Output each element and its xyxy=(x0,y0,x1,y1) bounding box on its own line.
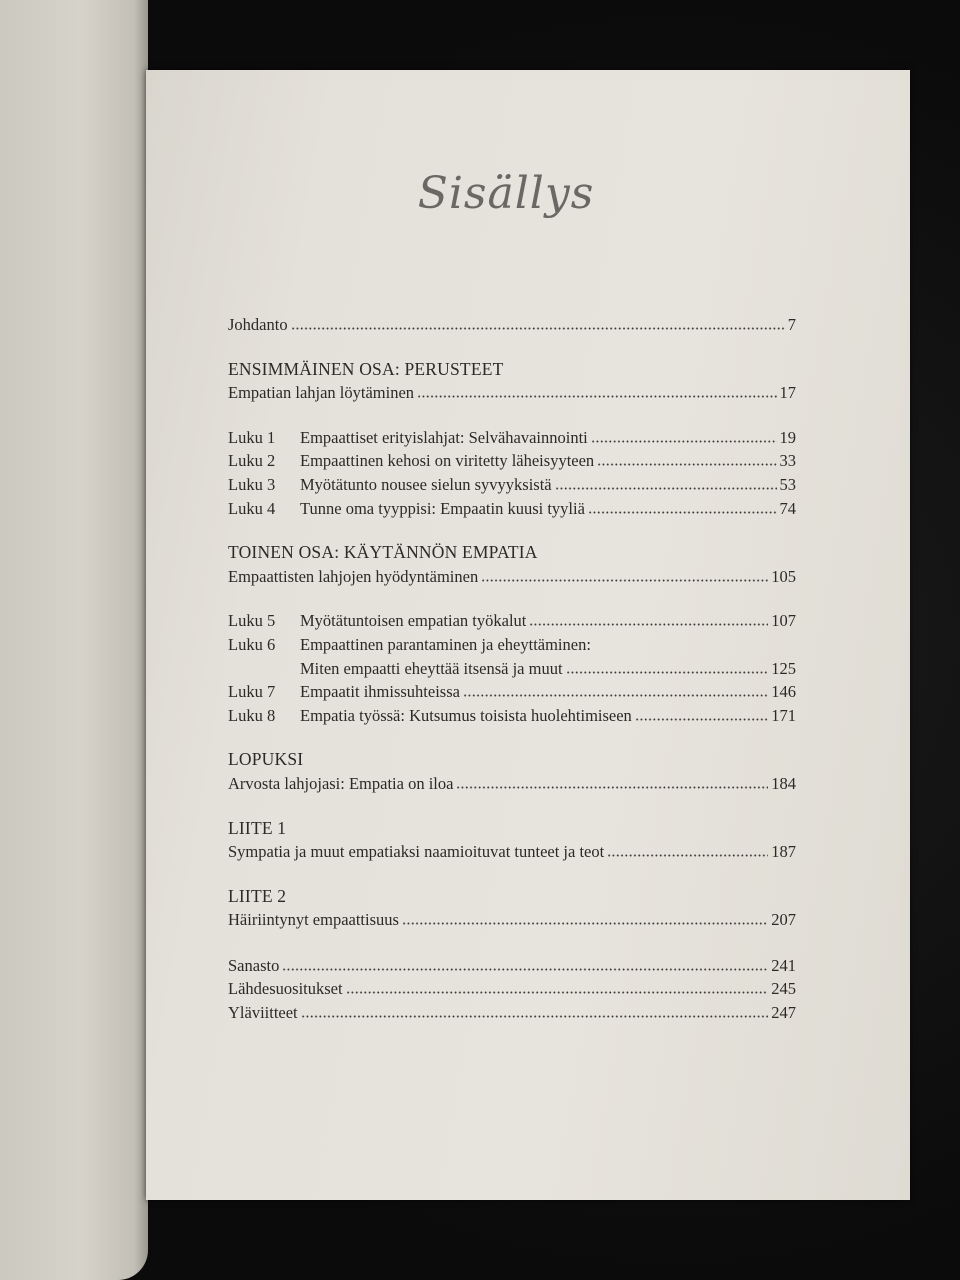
toc-entry xyxy=(228,680,796,704)
dot-leader xyxy=(463,694,768,697)
dot-leader xyxy=(291,327,785,330)
entry-title: Empatia työssä: Kutsumus toisista huolehtimiseen xyxy=(300,705,632,725)
entry-title: Empaatit ihmissuhteissa xyxy=(300,682,460,702)
dot-leader xyxy=(597,463,776,466)
entry-title: Sympatia ja muut empatiaksi naamioituvat tunteet ja teot xyxy=(228,842,605,862)
page-number: 33 xyxy=(779,451,796,471)
entry-title: Empaattiset erityislahjat: Selvähavainnointi xyxy=(300,427,588,447)
page-title: Sisällys xyxy=(417,168,595,219)
entry-title: Empaattinen parantaminen ja eheyttäminen: xyxy=(300,634,591,654)
page-number: 107 xyxy=(771,611,796,631)
page-number: 74 xyxy=(779,498,796,518)
dot-leader xyxy=(417,395,776,398)
entry-title: Sanasto xyxy=(228,955,280,975)
section-heading xyxy=(228,748,796,772)
dot-leader xyxy=(346,991,769,994)
dot-leader xyxy=(402,922,768,925)
chapter-label: Luku 8 xyxy=(228,705,276,725)
toc-entry xyxy=(228,381,796,405)
dot-leader xyxy=(635,718,768,721)
dot-leader xyxy=(591,440,777,443)
entry-title: Myötätuntoisen empatian työkalut xyxy=(300,611,527,631)
dot-leader xyxy=(588,511,777,514)
section-heading-text: TOINEN OSA: KÄYTÄNNÖN EMPATIA xyxy=(228,542,538,563)
page-number: 245 xyxy=(771,979,796,999)
page-number: 247 xyxy=(771,1003,796,1023)
left-page xyxy=(0,0,148,1280)
toc-entry xyxy=(228,633,796,657)
toc-entry xyxy=(228,908,796,932)
page-number: 184 xyxy=(771,773,796,793)
page-number: 17 xyxy=(779,383,796,403)
section-heading xyxy=(228,358,796,382)
entry-title: Empaattisten lahjojen hyödyntäminen xyxy=(228,566,479,586)
page-number: 171 xyxy=(771,705,796,725)
dot-leader xyxy=(282,968,768,971)
section-heading-text: LIITE 1 xyxy=(228,817,287,838)
entry-title: Yläviitteet xyxy=(228,1003,298,1023)
page-number: 105 xyxy=(771,566,796,586)
toc-entry xyxy=(228,954,796,978)
section-heading-text: LOPUKSI xyxy=(228,749,304,770)
page-number: 187 xyxy=(771,842,796,862)
entry-title: Arvosta lahjojasi: Empatia on iloa xyxy=(228,773,454,793)
toc-entry xyxy=(228,565,796,589)
page-number: 146 xyxy=(771,682,796,702)
section-heading xyxy=(228,541,796,565)
toc-entry xyxy=(228,473,796,497)
toc-entry xyxy=(228,426,796,450)
toc-entry xyxy=(228,313,796,337)
page-number: 241 xyxy=(771,955,796,975)
chapter-label: Luku 1 xyxy=(228,427,276,447)
toc-entry xyxy=(228,704,796,728)
section-heading xyxy=(228,885,796,909)
chapter-label: Luku 7 xyxy=(228,682,276,702)
page-number: 125 xyxy=(771,658,796,678)
entry-title: Häiriintynyt empaattisuus xyxy=(228,910,399,930)
page-number: 207 xyxy=(771,910,796,930)
chapter-label: Luku 6 xyxy=(228,634,276,654)
toc-entry xyxy=(228,497,796,521)
page-number: 53 xyxy=(779,474,796,494)
entry-title: Myötätunto nousee sielun syvyyksistä xyxy=(300,474,552,494)
toc-entry xyxy=(228,657,796,681)
entry-title: Tunne oma tyyppisi: Empaatin kuusi tyyliä xyxy=(300,498,585,518)
section-heading-text: LIITE 2 xyxy=(228,885,287,906)
entry-title: Lähdesuositukset xyxy=(228,979,343,999)
entry-title: Miten empaatti eheyttää itsensä ja muut xyxy=(300,658,563,678)
dot-leader xyxy=(301,1015,769,1018)
entry-title: Empatian lahjan löytäminen xyxy=(228,383,415,403)
dot-leader xyxy=(529,623,768,626)
toc-entry xyxy=(228,1001,796,1025)
section-heading xyxy=(228,817,796,841)
chapter-label: Luku 3 xyxy=(228,474,276,494)
toc-entry xyxy=(228,977,796,1001)
page-number: 19 xyxy=(779,427,796,447)
dot-leader xyxy=(555,487,777,490)
page-number: 7 xyxy=(787,315,796,334)
section-heading-text: ENSIMMÄINEN OSA: PERUSTEET xyxy=(228,358,504,379)
table-of-contents xyxy=(228,313,796,1025)
dot-leader xyxy=(456,786,768,789)
chapter-label: Luku 5 xyxy=(228,611,276,631)
toc-entry xyxy=(228,449,796,473)
entry-title: Empaattinen kehosi on viritetty läheisyyteen xyxy=(300,451,595,471)
chapter-label: Luku 2 xyxy=(228,451,276,471)
dot-leader xyxy=(481,579,768,582)
dot-leader xyxy=(566,671,769,674)
toc-entry xyxy=(228,772,796,796)
toc-entry xyxy=(228,840,796,864)
chapter-label: Luku 4 xyxy=(228,498,276,518)
dot-leader xyxy=(607,854,768,857)
toc-entry xyxy=(228,609,796,633)
entry-title: Johdanto xyxy=(228,315,288,334)
